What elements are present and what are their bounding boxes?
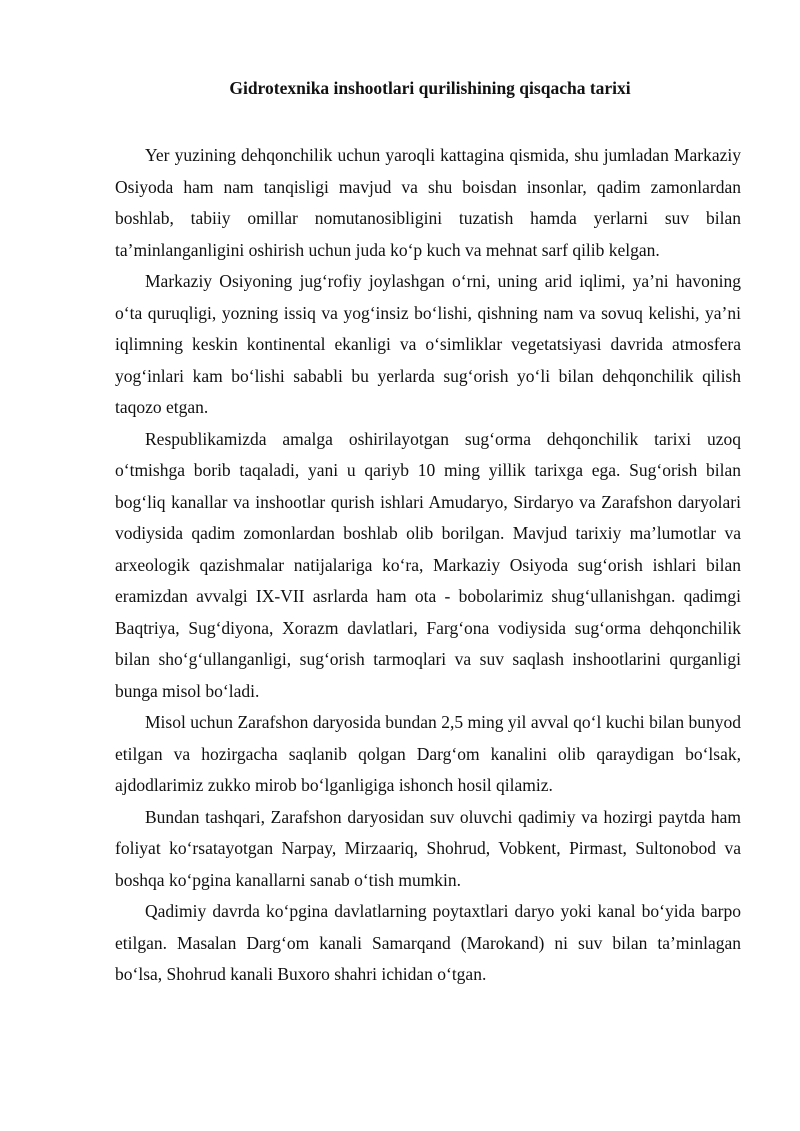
document-title: Gidrotexnika inshootlari qurilishining qisqacha tarixi bbox=[229, 78, 631, 98]
paragraph: Yer yuzining dehqonchilik uchun yaroqli kattagina qismida, shu jumladan Markaziy Osiyoda ham nam tanqisligi mavjud va shu boisdan insonlar, qadim zamonlardan boshlab, tabiiy omillar nomutanosibligini tuzatish hamda yerlarni suv bilan ta’minlanganligini oshirish uchun juda ko‘p kuch va mehnat sarf qilib kelgan. bbox=[115, 145, 741, 260]
document-body bbox=[115, 140, 741, 991]
paragraph: Bundan tashqari, Zarafshon daryosidan suv oluvchi qadimiy va hozirgi paytda ham foliyat ko‘rsatayotgan Narpay, Mirzaariq, Shohrud, Vobkent, Pirmast, Sultonobod va boshqa ko‘pgina kanallarni sanab o‘tish mumkin. bbox=[115, 806, 741, 890]
paragraph: Respublikamizda amalga oshirilayotgan sug‘orma dehqonchilik tarixi uzoq o‘tmishga borib taqaladi, yani u qariyb 10 ming yillik tarixga ega. Sug‘orish bilan bog‘liq kanallar va inshootlar qurish ishlari Amudaryo, Sirdaryo va Zarafshon daryolari vodiysida qadim zomonlardan boshlab olib borilgan. Mavjud tarixiy ma’lumotlar va arxeologik qazishmalar natijalariga ko‘ra, Markaziy Osiyoda sug‘orish ishlari bilan eramizdan avvalgi IX-VII asrlarda ham ota - bobolarimiz shug‘ullanishgan. qadimgi Baqtriya, Sug‘diyona, Xorazm davlatlari, Farg‘ona vodiysida sug‘orma dehqonchilik bilan sho‘g‘ullanganligi, sug‘orish tarmoqlari va suv saqlash inshootlarini qurganligi bunga misol bo‘ladi. bbox=[115, 428, 741, 701]
paragraph: Misol uchun Zarafshon daryosida bundan 2,5 ming yil avval qo‘l kuchi bilan bunyod etilgan va hozirgacha saqlanib qolgan Darg‘om kanalini olib qaraydigan bo‘lsak, ajdodlarimiz zukko mirob bo‘lganligiga ishonch hosil qilamiz. bbox=[115, 712, 741, 795]
paragraph: Markaziy Osiyoning jug‘rofiy joylashgan o‘rni, uning arid iqlimi, ya’ni havoning o‘ta quruqligi, yozning issiq va yog‘insiz bo‘lishi, qishning nam va sovuq kelishi, ya’ni iqlimning keskin kontinental ekanligi va o‘simliklar vegetatsiyasi davrida atmosfera yog‘inlari kam bo‘lishi sababli bu yerlarda sug‘orish yo‘li bilan dehqonchilik qilish taqozo etgan. bbox=[115, 271, 741, 417]
paragraph: Qadimiy davrda ko‘pgina davlatlarning poytaxtlari daryo yoki kanal bo‘yida barpo etilgan. Masalan Darg‘om kanali Samarqand (Marokand) ni suv bilan ta’minlagan bo‘lsa, Shohrud kanali Buxoro shahri ichidan o‘tgan. bbox=[115, 901, 741, 984]
